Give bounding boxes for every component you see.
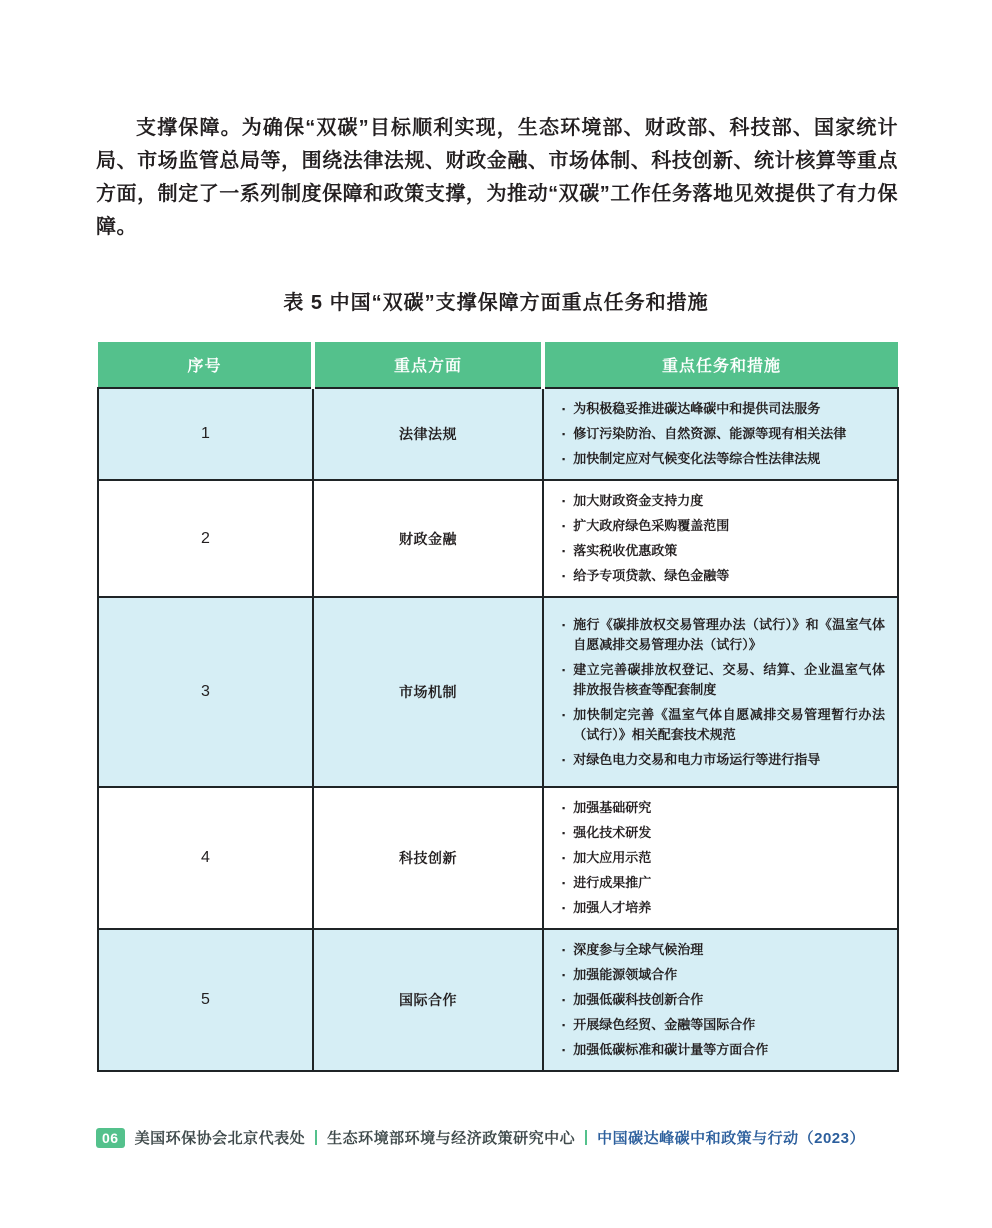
task-text: 加强能源领域合作 <box>573 967 678 982</box>
task-item <box>562 965 885 985</box>
key-aspect-cell: 科技创新 <box>313 787 543 929</box>
tasks-cell <box>543 480 898 597</box>
bullet-square-icon: ▪ <box>562 404 566 414</box>
bullet-square-icon: ▪ <box>562 903 566 913</box>
table-title: 表 5 中国“双碳”支撑保障方面重点任务和措施 <box>283 292 709 314</box>
task-text: 加大应用示范 <box>573 850 652 865</box>
task-text: 建立完善碳排放权登记、交易、结算、企业温室气体排放报告核查等配套制度 <box>573 661 885 697</box>
task-item <box>562 848 885 868</box>
task-text: 深度参与全球气候治理 <box>573 942 704 957</box>
column-header-tasks: 重点任务和措施 <box>543 342 898 388</box>
footer-org-1: 美国环保协会北京代表处 <box>134 1130 306 1147</box>
task-text: 对绿色电力交易和电力市场运行等进行指导 <box>573 751 821 767</box>
bullet-square-icon: ▪ <box>562 619 566 630</box>
bullet-square-icon: ▪ <box>562 828 566 838</box>
table-row <box>98 597 898 787</box>
task-item <box>562 660 885 700</box>
support-measures-table <box>97 342 899 1072</box>
key-aspect-cell: 国际合作 <box>313 929 543 1071</box>
task-item <box>562 566 885 586</box>
tasks-cell <box>543 929 898 1071</box>
tasks-cell <box>543 787 898 929</box>
task-list <box>562 399 885 469</box>
task-list <box>562 940 885 1060</box>
task-text: 加强低碳科技创新合作 <box>573 992 704 1007</box>
task-item <box>562 705 885 745</box>
task-item <box>562 491 885 511</box>
column-header-no: 序号 <box>98 342 313 388</box>
task-item <box>562 940 885 960</box>
tasks-cell <box>543 597 898 787</box>
task-text: 加快制定完善《温室气体自愿减排交易管理暂行办法（试行）》相关配套技术规范 <box>573 706 885 742</box>
intro-lead: 支撑保障。 <box>136 117 242 139</box>
bullet-square-icon: ▪ <box>562 878 566 888</box>
page-number-badge: 06 <box>96 1128 125 1148</box>
task-item <box>562 898 885 918</box>
intro-body: 为确保“双碳”目标顺利实现，生态环境部、财政部、科技部、国家统计局、市场监管总局等，围绕法律法规、财政金融、市场体制、科技创新、统计核算等重点方面，制定了一系列制度保障和政策支撑，为推动“双碳”工作任务落地见效提供了有力保障。 <box>96 117 899 238</box>
table-body <box>98 388 898 1071</box>
table-header <box>98 342 898 388</box>
tasks-cell <box>543 388 898 480</box>
bullet-square-icon: ▪ <box>562 995 566 1005</box>
bullet-square-icon: ▪ <box>562 970 566 980</box>
footer-separator <box>315 1130 317 1145</box>
bullet-square-icon: ▪ <box>562 709 566 720</box>
task-text: 给予专项贷款、绿色金融等 <box>573 568 730 583</box>
task-item <box>562 1040 885 1060</box>
table-row <box>98 480 898 597</box>
task-item <box>562 798 885 818</box>
task-item <box>562 873 885 893</box>
bullet-square-icon: ▪ <box>562 1020 566 1030</box>
bullet-square-icon: ▪ <box>562 664 566 675</box>
task-item <box>562 615 885 655</box>
bullet-square-icon: ▪ <box>562 571 566 581</box>
bullet-square-icon: ▪ <box>562 429 566 439</box>
task-text: 修订污染防治、自然资源、能源等现有相关法律 <box>573 426 847 441</box>
table-row <box>98 388 898 480</box>
task-text: 施行《碳排放权交易管理办法（试行）》和《温室气体自愿减排交易管理办法（试行）》 <box>573 616 885 652</box>
page-footer <box>96 1127 865 1148</box>
row-number-cell: 5 <box>98 929 313 1071</box>
task-text: 加快制定应对气候变化法等综合性法律法规 <box>573 451 821 466</box>
intro-paragraph <box>96 112 898 244</box>
task-text: 落实税收优惠政策 <box>573 543 678 558</box>
column-header-aspect: 重点方面 <box>313 342 543 388</box>
task-list <box>562 798 885 918</box>
bullet-square-icon: ▪ <box>562 945 566 955</box>
task-text: 开展绿色经贸、金融等国际合作 <box>573 1017 756 1032</box>
task-item <box>562 1015 885 1035</box>
footer-separator <box>585 1130 587 1145</box>
row-number-cell: 4 <box>98 787 313 929</box>
task-item <box>562 399 885 419</box>
key-aspect-cell: 法律法规 <box>313 388 543 480</box>
row-number-cell: 3 <box>98 597 313 787</box>
footer-org-2: 生态环境部环境与经济政策研究中心 <box>327 1130 576 1147</box>
task-text: 加强基础研究 <box>573 800 652 815</box>
row-number-cell: 2 <box>98 480 313 597</box>
task-list <box>562 491 885 586</box>
task-item <box>562 990 885 1010</box>
table-row <box>98 929 898 1071</box>
key-aspect-cell: 财政金融 <box>313 480 543 597</box>
task-item <box>562 541 885 561</box>
key-aspect-cell: 市场机制 <box>313 597 543 787</box>
task-item <box>562 424 885 444</box>
task-text: 为积极稳妥推进碳达峰碳中和提供司法服务 <box>573 401 821 416</box>
bullet-square-icon: ▪ <box>562 454 566 464</box>
bullet-square-icon: ▪ <box>562 1045 566 1055</box>
task-item <box>562 449 885 469</box>
task-text: 进行成果推广 <box>573 875 652 890</box>
task-text: 加大财政资金支持力度 <box>573 493 704 508</box>
bullet-square-icon: ▪ <box>562 754 566 765</box>
footer-doc-title: 中国碳达峰碳中和政策与行动（2023） <box>597 1130 865 1147</box>
task-text: 加强低碳标准和碳计量等方面合作 <box>573 1042 769 1057</box>
task-item <box>562 750 885 770</box>
table-row <box>98 787 898 929</box>
task-text: 加强人才培养 <box>573 900 652 915</box>
bullet-square-icon: ▪ <box>562 853 566 863</box>
bullet-square-icon: ▪ <box>562 546 566 556</box>
bullet-square-icon: ▪ <box>562 496 566 506</box>
task-text: 扩大政府绿色采购覆盖范围 <box>573 518 730 533</box>
task-list <box>562 615 885 770</box>
task-text: 强化技术研发 <box>573 825 652 840</box>
task-item <box>562 823 885 843</box>
task-item <box>562 516 885 536</box>
row-number-cell: 1 <box>98 388 313 480</box>
bullet-square-icon: ▪ <box>562 521 566 531</box>
bullet-square-icon: ▪ <box>562 803 566 813</box>
